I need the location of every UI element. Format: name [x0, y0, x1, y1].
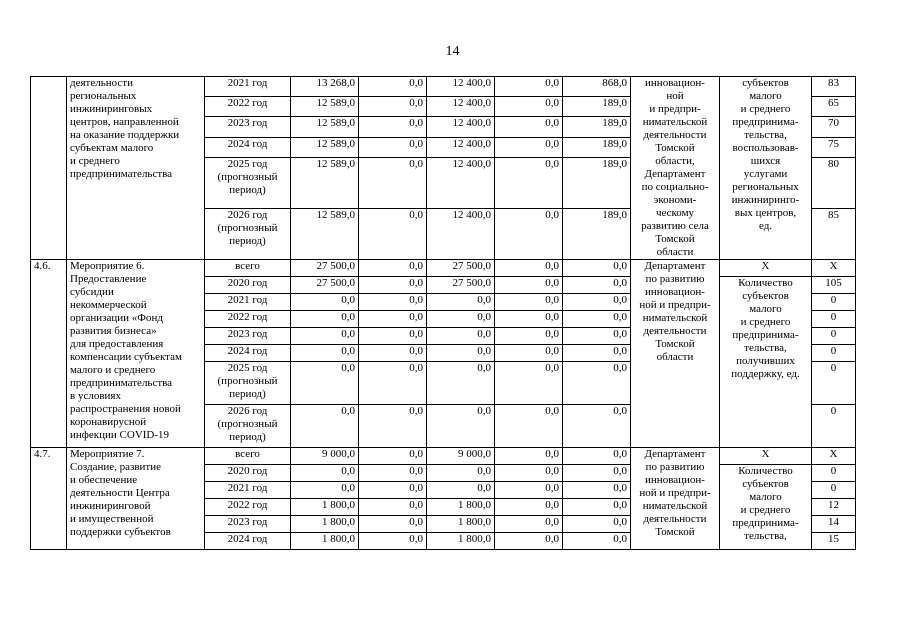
extra-budget-cell: 189,0 [563, 97, 631, 117]
extra-budget-cell: 0,0 [563, 345, 631, 362]
federal-budget-cell: 0,0 [359, 208, 427, 259]
year-cell: всего [205, 260, 291, 277]
regional-budget-cell: 0,0 [427, 482, 495, 499]
federal-budget-cell: 0,0 [359, 362, 427, 405]
year-cell: 2021 год [205, 77, 291, 97]
municipal-budget-cell: 0,0 [495, 405, 563, 448]
total-funding-cell: 27 500,0 [291, 260, 359, 277]
federal-budget-cell: 0,0 [359, 405, 427, 448]
municipal-budget-cell: 0,0 [495, 448, 563, 465]
year-cell: всего [205, 448, 291, 465]
municipal-budget-cell: 0,0 [495, 277, 563, 294]
municipal-budget-cell: 0,0 [495, 117, 563, 137]
indicator-name-cell: субъектов малого и среднего предпринима- тельства, воспользовав- шихся услугами региональных инжиниринго- вых центров, ед. [720, 77, 812, 260]
federal-budget-cell: 0,0 [359, 294, 427, 311]
regional-budget-cell: 12 400,0 [427, 208, 495, 259]
total-funding-cell: 0,0 [291, 294, 359, 311]
total-funding-cell: 13 268,0 [291, 77, 359, 97]
municipal-budget-cell: 0,0 [495, 294, 563, 311]
municipal-budget-cell: 0,0 [495, 533, 563, 550]
year-cell: 2024 год [205, 533, 291, 550]
regional-budget-cell: 1 800,0 [427, 499, 495, 516]
municipal-budget-cell: 0,0 [495, 208, 563, 259]
program-activities-table [30, 76, 856, 550]
total-funding-cell: 1 800,0 [291, 516, 359, 533]
regional-budget-cell: 12 400,0 [427, 77, 495, 97]
federal-budget-cell: 0,0 [359, 345, 427, 362]
total-funding-cell: 12 589,0 [291, 208, 359, 259]
activity-name-cell: Мероприятие 6. Предоставление субсидии некоммерческой организации «Фонд развития бизнеса» для предоставления компенсации субъектам малого и среднего предпринимательства в условиях распространения новой коронавирусной инфекции COVID-19 [67, 260, 205, 448]
indicator-value-cell: 70 [812, 117, 856, 137]
regional-budget-cell: 1 800,0 [427, 533, 495, 550]
extra-budget-cell: 0,0 [563, 516, 631, 533]
indicator-value-cell: 15 [812, 533, 856, 550]
municipal-budget-cell: 0,0 [495, 465, 563, 482]
regional-budget-cell: 0,0 [427, 328, 495, 345]
federal-budget-cell: 0,0 [359, 137, 427, 157]
municipal-budget-cell: 0,0 [495, 482, 563, 499]
indicator-value-cell: 105 [812, 277, 856, 294]
municipal-budget-cell: 0,0 [495, 311, 563, 328]
extra-budget-cell: 0,0 [563, 405, 631, 448]
total-funding-cell: 1 800,0 [291, 533, 359, 550]
total-funding-cell: 12 589,0 [291, 157, 359, 208]
extra-budget-cell: 0,0 [563, 362, 631, 405]
extra-budget-cell: 189,0 [563, 137, 631, 157]
total-funding-cell: 0,0 [291, 465, 359, 482]
extra-budget-cell: 189,0 [563, 157, 631, 208]
year-cell: 2026 год (прогнозный период) [205, 405, 291, 448]
total-funding-cell: 27 500,0 [291, 277, 359, 294]
extra-budget-cell: 0,0 [563, 482, 631, 499]
municipal-budget-cell: 0,0 [495, 516, 563, 533]
total-funding-cell: 12 589,0 [291, 97, 359, 117]
federal-budget-cell: 0,0 [359, 328, 427, 345]
table-row [31, 77, 856, 97]
page-number: 14 [445, 44, 460, 59]
municipal-budget-cell: 0,0 [495, 362, 563, 405]
federal-budget-cell: 0,0 [359, 465, 427, 482]
year-cell: 2022 год [205, 499, 291, 516]
year-cell: 2021 год [205, 294, 291, 311]
total-funding-cell: 0,0 [291, 405, 359, 448]
regional-budget-cell: 27 500,0 [427, 260, 495, 277]
indicator-value-cell: 0 [812, 465, 856, 482]
extra-budget-cell: 189,0 [563, 117, 631, 137]
regional-budget-cell: 12 400,0 [427, 97, 495, 117]
regional-budget-cell: 12 400,0 [427, 157, 495, 208]
indicator-value-cell: 0 [812, 482, 856, 499]
municipal-budget-cell: 0,0 [495, 97, 563, 117]
extra-budget-cell: 868,0 [563, 77, 631, 97]
regional-budget-cell: 12 400,0 [427, 137, 495, 157]
indicator-value-cell: 14 [812, 516, 856, 533]
federal-budget-cell: 0,0 [359, 499, 427, 516]
federal-budget-cell: 0,0 [359, 277, 427, 294]
table-row [31, 448, 856, 465]
federal-budget-cell: 0,0 [359, 157, 427, 208]
executor-cell: Департамент по развитию инновацион- ной и предпри- нимательской деятельности Томской [631, 448, 720, 550]
year-cell: 2020 год [205, 277, 291, 294]
extra-budget-cell: 0,0 [563, 465, 631, 482]
extra-budget-cell: 0,0 [563, 448, 631, 465]
total-funding-cell: 9 000,0 [291, 448, 359, 465]
extra-budget-cell: 189,0 [563, 208, 631, 259]
municipal-budget-cell: 0,0 [495, 328, 563, 345]
indicator-value-cell: 83 [812, 77, 856, 97]
activity-name-cell: деятельности региональных инжиниринговых центров, направленной на оказание поддержки субъектам малого и среднего предпринимательства [67, 77, 205, 260]
indicator-name-cell: Количество субъектов малого и среднего предпринима- тельства, получивших поддержку, ед. [720, 277, 812, 448]
indicator-value-cell: 0 [812, 345, 856, 362]
extra-budget-cell: 0,0 [563, 311, 631, 328]
year-cell: 2025 год (прогнозный период) [205, 362, 291, 405]
extra-budget-cell: 0,0 [563, 260, 631, 277]
year-cell: 2022 год [205, 311, 291, 328]
year-cell: 2023 год [205, 328, 291, 345]
regional-budget-cell: 0,0 [427, 294, 495, 311]
municipal-budget-cell: 0,0 [495, 77, 563, 97]
indicator-value-cell: 0 [812, 405, 856, 448]
indicator-value-cell: 0 [812, 362, 856, 405]
regional-budget-cell: 1 800,0 [427, 516, 495, 533]
regional-budget-cell: 27 500,0 [427, 277, 495, 294]
indicator-value-cell: 0 [812, 294, 856, 311]
total-funding-cell: 0,0 [291, 328, 359, 345]
federal-budget-cell: 0,0 [359, 533, 427, 550]
municipal-budget-cell: 0,0 [495, 260, 563, 277]
federal-budget-cell: 0,0 [359, 77, 427, 97]
year-cell: 2023 год [205, 516, 291, 533]
executor-cell: Департамент по развитию инновацион- ной и предпри- нимательской деятельности Томской области [631, 260, 720, 448]
federal-budget-cell: 0,0 [359, 311, 427, 328]
year-cell: 2023 год [205, 117, 291, 137]
municipal-budget-cell: 0,0 [495, 157, 563, 208]
regional-budget-cell: 0,0 [427, 405, 495, 448]
activity-name-cell: Мероприятие 7. Создание, развитие и обеспечение деятельности Центра инжиниринговой и имущественной поддержки субъектов [67, 448, 205, 550]
year-cell: 2022 год [205, 97, 291, 117]
indicator-total-cell: Х [720, 448, 812, 465]
regional-budget-cell: 0,0 [427, 345, 495, 362]
total-funding-cell: 0,0 [291, 482, 359, 499]
table-row [31, 260, 856, 277]
federal-budget-cell: 0,0 [359, 260, 427, 277]
regional-budget-cell: 0,0 [427, 465, 495, 482]
indicator-value-cell: 12 [812, 499, 856, 516]
executor-cell: инновацион- ной и предпри- нимательской деятельности Томской области, Департамент по социально- экономи- ческому развитию села Томской области [631, 77, 720, 260]
year-cell: 2025 год (прогнозный период) [205, 157, 291, 208]
total-funding-cell: 1 800,0 [291, 499, 359, 516]
section-number-cell [31, 77, 67, 260]
total-funding-cell: 0,0 [291, 362, 359, 405]
total-funding-cell: 0,0 [291, 345, 359, 362]
municipal-budget-cell: 0,0 [495, 137, 563, 157]
municipal-budget-cell: 0,0 [495, 499, 563, 516]
year-cell: 2020 год [205, 465, 291, 482]
indicator-value-cell: 65 [812, 97, 856, 117]
extra-budget-cell: 0,0 [563, 499, 631, 516]
indicator-value-cell: 80 [812, 157, 856, 208]
indicator-total-cell: Х [720, 260, 812, 277]
municipal-budget-cell: 0,0 [495, 345, 563, 362]
federal-budget-cell: 0,0 [359, 97, 427, 117]
total-funding-cell: 12 589,0 [291, 117, 359, 137]
regional-budget-cell: 0,0 [427, 311, 495, 328]
regional-budget-cell: 0,0 [427, 362, 495, 405]
year-cell: 2026 год (прогнозный период) [205, 208, 291, 259]
indicator-value-cell: 85 [812, 208, 856, 259]
total-funding-cell: 0,0 [291, 311, 359, 328]
year-cell: 2024 год [205, 137, 291, 157]
extra-budget-cell: 0,0 [563, 328, 631, 345]
indicator-total-value-cell: Х [812, 260, 856, 277]
federal-budget-cell: 0,0 [359, 448, 427, 465]
federal-budget-cell: 0,0 [359, 482, 427, 499]
indicator-value-cell: 0 [812, 311, 856, 328]
federal-budget-cell: 0,0 [359, 516, 427, 533]
extra-budget-cell: 0,0 [563, 277, 631, 294]
section-number-cell: 4.6. [31, 260, 67, 448]
year-cell: 2024 год [205, 345, 291, 362]
indicator-name-cell: Количество субъектов малого и среднего предпринима- тельства, [720, 465, 812, 550]
regional-budget-cell: 9 000,0 [427, 448, 495, 465]
year-cell: 2021 год [205, 482, 291, 499]
section-number-cell: 4.7. [31, 448, 67, 550]
regional-budget-cell: 12 400,0 [427, 117, 495, 137]
extra-budget-cell: 0,0 [563, 294, 631, 311]
indicator-total-value-cell: Х [812, 448, 856, 465]
federal-budget-cell: 0,0 [359, 117, 427, 137]
total-funding-cell: 12 589,0 [291, 137, 359, 157]
indicator-value-cell: 75 [812, 137, 856, 157]
extra-budget-cell: 0,0 [563, 533, 631, 550]
indicator-value-cell: 0 [812, 328, 856, 345]
